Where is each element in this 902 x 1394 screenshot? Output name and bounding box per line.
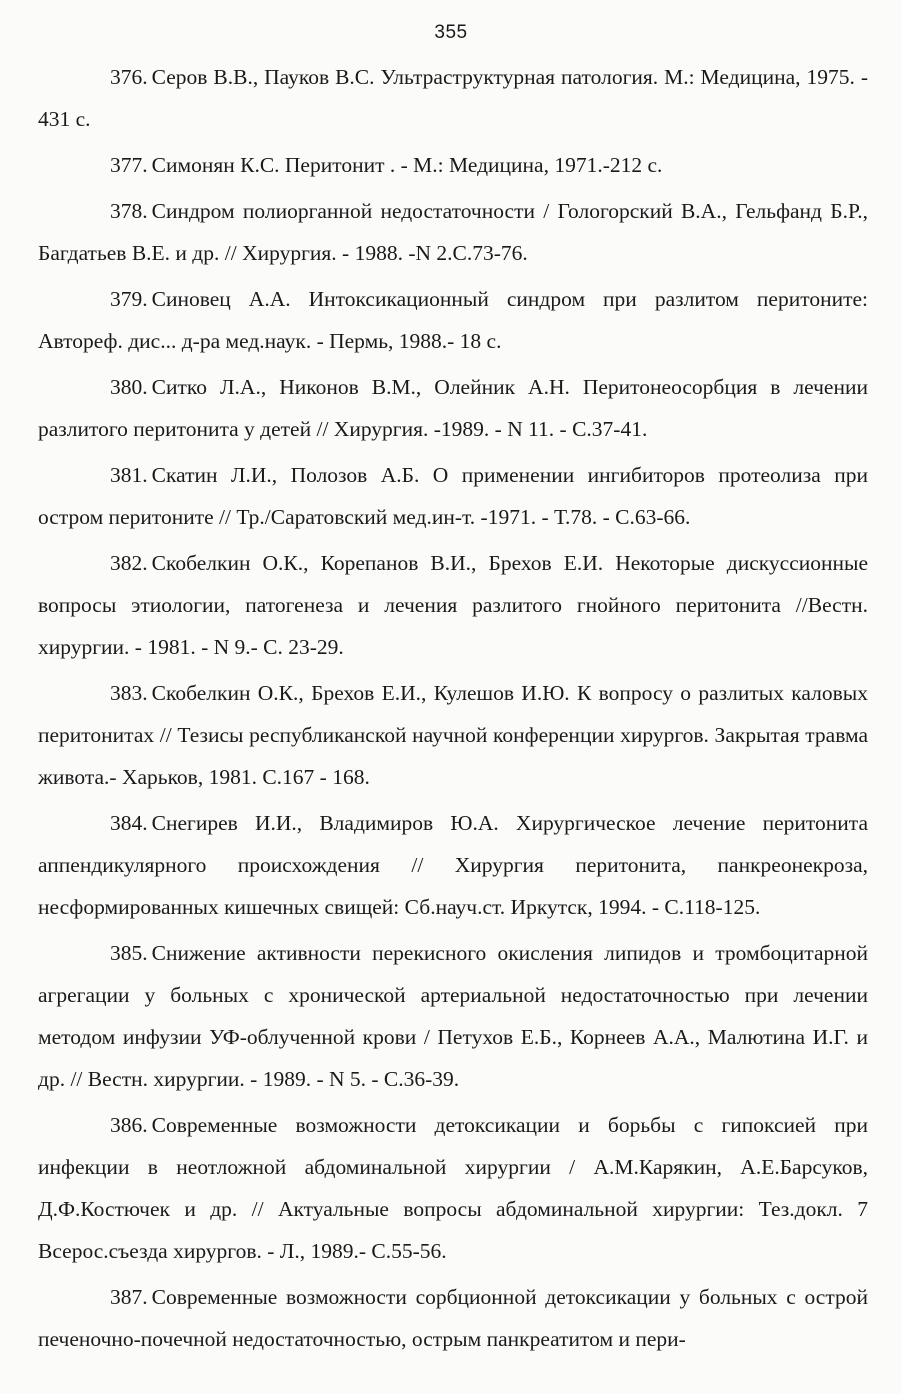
- page-number: 355: [434, 22, 468, 43]
- reference-text: Синдром полиорганной недостаточности / Гологорский В.А., Гельфанд Б.Р., Багдатьев В.Е. и др. // Хирургия. - 1988. -N 2.С.73-76.: [38, 199, 868, 265]
- reference-item: [38, 672, 868, 798]
- reference-text: Синовец А.А. Интоксикационный синдром при разлитом перитоните: Автореф. дис... д-ра мед.наук. - Пермь, 1988.- 18 с.: [38, 287, 868, 353]
- reference-item: [38, 190, 868, 274]
- reference-text: Ситко Л.А., Никонов В.М., Олейник А.Н. Перитонеосорбция в лечении разлитого перитонита у детей // Хирургия. -1989. - N 11. - С.37-41.: [38, 375, 868, 441]
- reference-item: [38, 144, 868, 186]
- reference-number: 376.: [110, 65, 148, 89]
- reference-item: [38, 542, 868, 668]
- reference-number: 380.: [110, 375, 148, 399]
- reference-item: [38, 278, 868, 362]
- reference-list: [38, 56, 868, 1360]
- reference-text: Серов В.В., Пауков В.С. Ультраструктурная патология. М.: Медицина, 1975. - 431 с.: [38, 65, 868, 131]
- reference-text: Скобелкин О.К., Брехов Е.И., Кулешов И.Ю. К вопросу о разлитых каловых перитонитах // Тезисы республиканской научной конференции хирургов. Закрытая травма живота.- Харьков, 1981. С.167 - 168.: [38, 681, 868, 789]
- reference-item: [38, 366, 868, 450]
- reference-number: 381.: [110, 463, 148, 487]
- reference-number: 385.: [110, 941, 148, 965]
- reference-number: 387.: [110, 1285, 148, 1309]
- reference-number: 379.: [110, 287, 148, 311]
- reference-number: 384.: [110, 811, 148, 835]
- reference-item: [38, 1104, 868, 1272]
- reference-item: [38, 56, 868, 140]
- reference-number: 383.: [110, 681, 148, 705]
- reference-number: 386.: [110, 1113, 148, 1137]
- reference-number: 378.: [110, 199, 148, 223]
- reference-item: [38, 454, 868, 538]
- reference-item: [38, 1276, 868, 1360]
- reference-text: Симонян К.С. Перитонит . - М.: Медицина, 1971.-212 с.: [151, 153, 663, 177]
- reference-number: 377.: [110, 153, 148, 177]
- reference-text: Снижение активности перекисного окисления липидов и тромбоцитарной агрегации у больных с хронической артериальной недостаточностью при лечении методом инфузии УФ-облученной крови / Петухов Е.Б., Корнеев А.А., Малютина И.Г. и др. // Вестн. хирургии. - 1989. - N 5. - С.36-39.: [38, 941, 868, 1091]
- reference-text: Снегирев И.И., Владимиров Ю.А. Хирургическое лечение перитонита аппендикулярного происхождения // Хирургия перитонита, панкреонекроза, несформированных кишечных свищей: Сб.науч.ст. Иркутск, 1994. - С.118-125.: [38, 811, 868, 919]
- reference-number: 382.: [110, 551, 148, 575]
- reference-text: Современные возможности сорбционной детоксикации у больных с острой печеночно-почечной недостаточностью, острым панкреатитом и пери-: [38, 1285, 868, 1351]
- reference-text: Скобелкин О.К., Корепанов В.И., Брехов Е.И. Некоторые дискуссионные вопросы этиологии, патогенеза и лечения разлитого гнойного перитонита //Вестн. хирургии. - 1981. - N 9.- С. 23-29.: [38, 551, 868, 659]
- reference-item: [38, 932, 868, 1100]
- reference-text: Скатин Л.И., Полозов А.Б. О применении ингибиторов протеолиза при остром перитоните // Тр./Саратовский мед.ин-т. -1971. - Т.78. - С.63-66.: [38, 463, 868, 529]
- reference-item: [38, 802, 868, 928]
- reference-text: Современные возможности детоксикации и борьбы с гипоксией при инфекции в неотложной абдоминальной хирургии / А.М.Карякин, А.Е.Барсуков, Д.Ф.Костючек и др. // Актуальные вопросы абдоминальной хирургии: Тез.докл. 7 Всерос.съезда хирургов. - Л., 1989.- С.55-56.: [38, 1113, 868, 1263]
